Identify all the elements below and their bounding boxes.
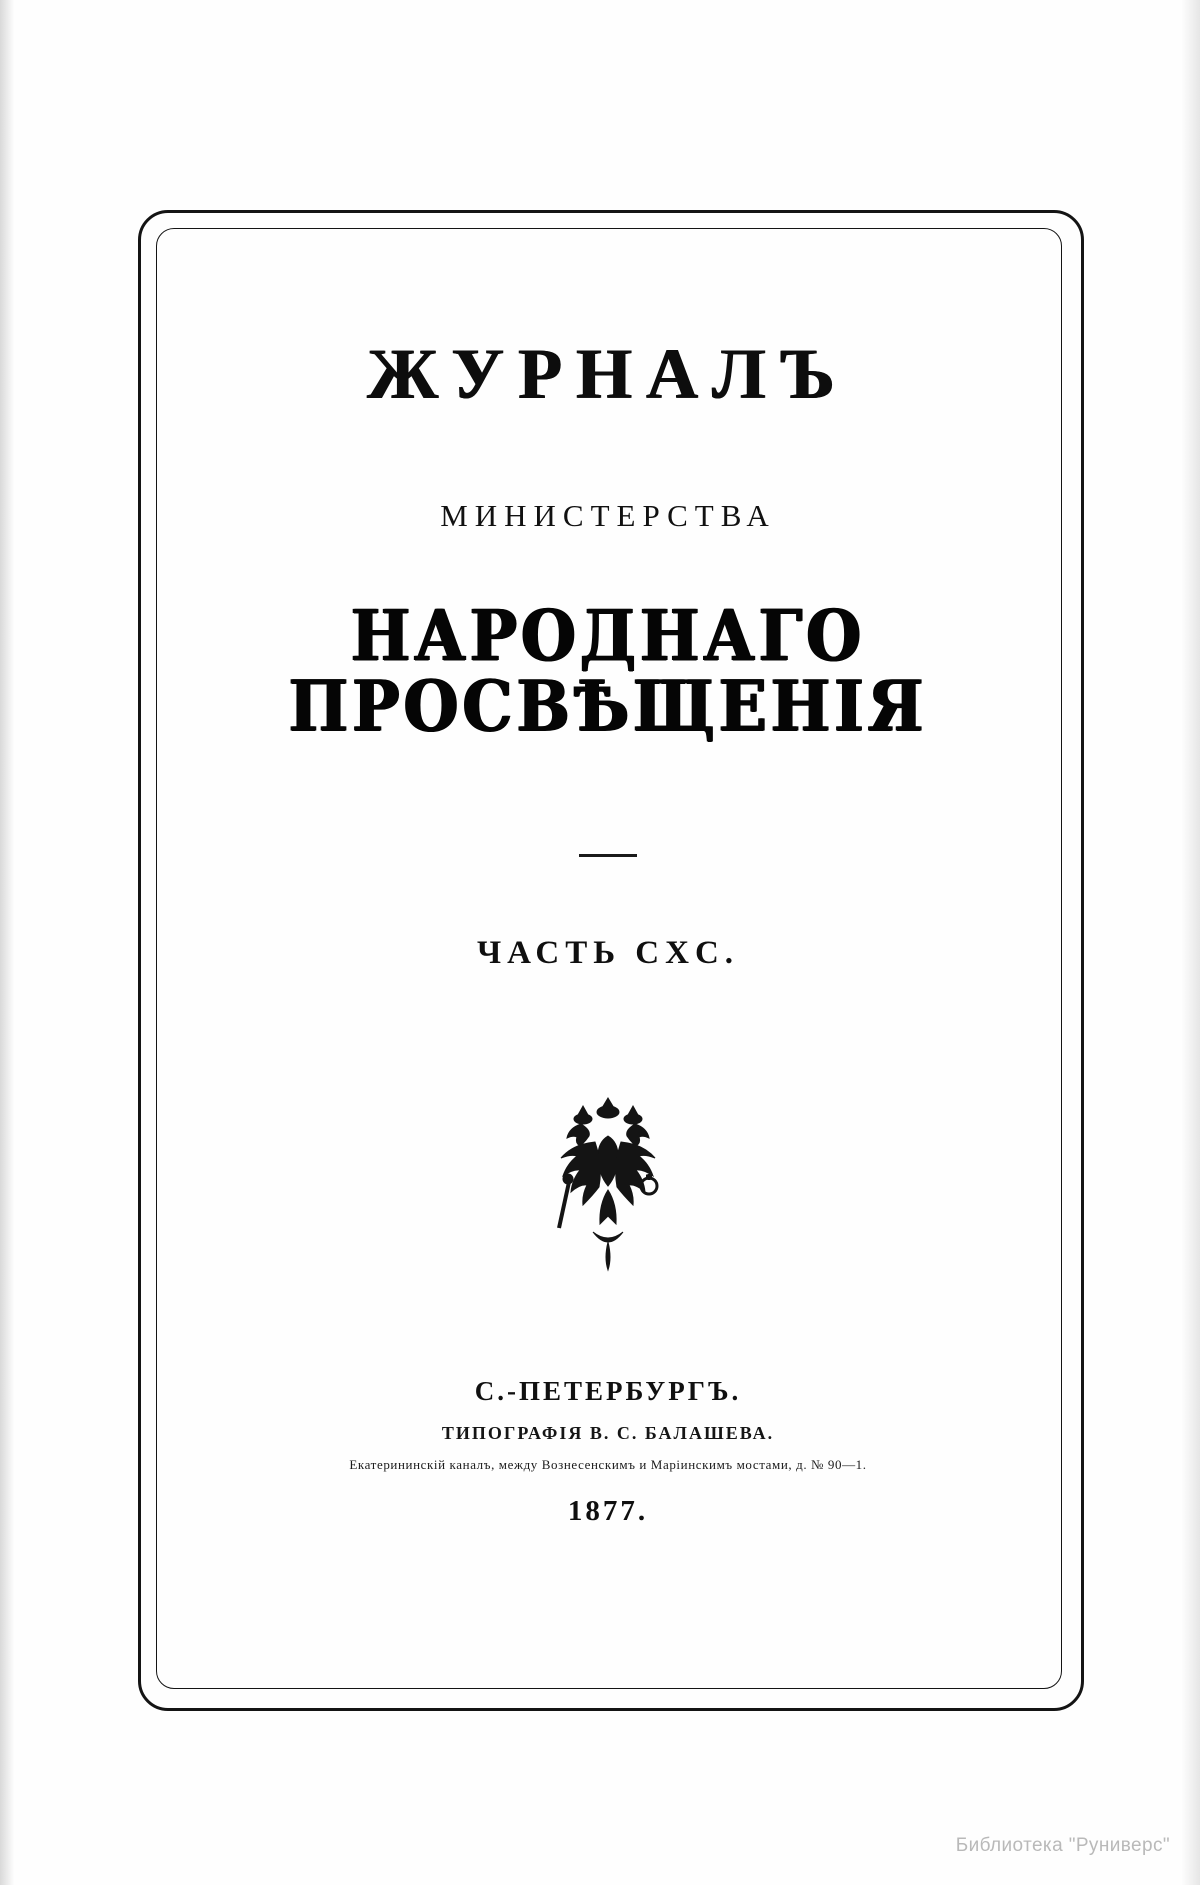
title-page-content: [156, 228, 1060, 1687]
imprint-city: С.-ПЕТЕРБУРГЪ.: [474, 1376, 742, 1406]
imprint-year: 1877.: [567, 1495, 649, 1527]
imprint-printer: ТИПОГРАФІЯ В. С. БАЛАШЕВА.: [441, 1423, 775, 1443]
divider-rule: [579, 854, 637, 857]
double-headed-eagle-icon: [523, 1090, 693, 1280]
scan-edge-left: [0, 0, 14, 1885]
imprint-address: Екатерининскій каналъ, между Вознесенскимъ и Маріинскимъ мостами, д. № 90—1.: [349, 1457, 867, 1472]
volume-part-label: ЧАСТЬ CXC.: [476, 935, 740, 971]
imprint-block: [156, 1376, 1060, 1528]
journal-title: ЖУРНАЛЪ: [367, 334, 849, 414]
ministry-subtitle: МИНИСТЕРСТВА: [440, 498, 776, 533]
ministry-name: НАРОДНАГО ПРОСВѢЩЕНІЯ: [288, 593, 928, 748]
library-watermark: Библиотека "Руниверс": [955, 1835, 1170, 1856]
scan-edge-right: [1182, 0, 1200, 1885]
